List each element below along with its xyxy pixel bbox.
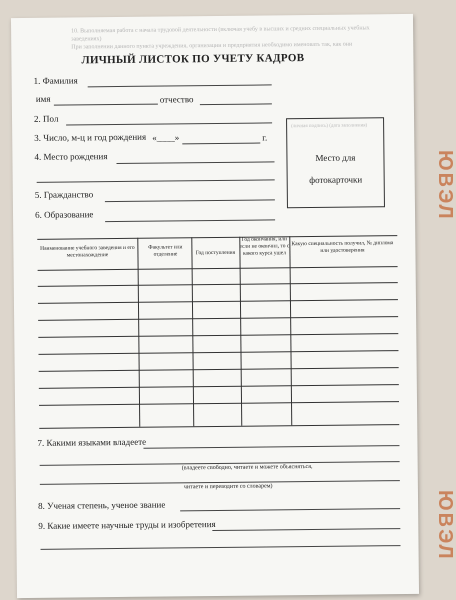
table-row[interactable] xyxy=(39,384,399,389)
table-header-faculty: Факультет или отделение xyxy=(148,244,183,258)
label-surname: 1. Фамилия xyxy=(33,75,78,86)
table-row[interactable] xyxy=(38,282,398,287)
label-birthplace: 4. Место рождения xyxy=(34,151,108,162)
birth-date-day[interactable]: «____» xyxy=(152,132,180,143)
table-row[interactable] xyxy=(38,333,398,338)
label-scientific-works: 9. Какие имеете научные труды и изобретения xyxy=(38,519,216,531)
field-scientific-works[interactable] xyxy=(212,528,400,531)
label-languages: 7. Какими языками владеете xyxy=(37,436,147,448)
brand-logo-lower: ЮВЭЛ xyxy=(434,490,456,561)
photo-label-line2: фотокарточки xyxy=(309,174,363,186)
table-header-graduation-year: Год окончания, или если не окончил, то с какого курса ушел xyxy=(239,236,290,257)
table-header-institution: Наименование учебного заведения и его местонахождение xyxy=(40,244,135,259)
label-academic-degree: 8. Ученая степень, ученое звание xyxy=(38,499,166,511)
table-row[interactable] xyxy=(39,367,399,372)
field-citizenship[interactable] xyxy=(105,199,275,202)
table-header-bottom xyxy=(38,266,398,271)
field-birthplace[interactable] xyxy=(116,161,274,164)
table-header-specialty: Какую специальность получил, № диплома или удостоверения xyxy=(291,240,394,254)
form-title: ЛИЧНЫЙ ЛИСТОК ПО УЧЕТУ КАДРОВ xyxy=(81,52,305,67)
field-sex[interactable] xyxy=(66,122,272,125)
label-citizenship: 5. Гражданство xyxy=(34,189,94,200)
field-scientific-works-line2[interactable] xyxy=(41,545,401,550)
table-row[interactable] xyxy=(38,316,398,321)
field-languages[interactable] xyxy=(143,445,399,449)
table-col-divider xyxy=(191,237,194,426)
label-education: 6. Образование xyxy=(34,209,94,220)
birth-year-suffix: г. xyxy=(262,132,268,143)
label-birth-date: 3. Число, м-ц и год рождения xyxy=(34,131,147,143)
table-row[interactable] xyxy=(39,401,399,406)
field-academic-degree[interactable] xyxy=(180,508,400,511)
table-col-divider xyxy=(289,236,292,425)
field-name[interactable] xyxy=(54,104,158,106)
hint-languages-2: читаете и переводите со словарем) xyxy=(183,483,273,491)
photo-box xyxy=(286,117,385,208)
photo-bleed-stamp: (личная подпись) (дата заполнения) xyxy=(291,123,368,130)
bleed-through-text: 10. Выполняемая работа с начала трудовой деятельности (включая учебу в высших и средних специальных учебных заведениях) При заполнении данного пункта учреждения, организации и предприятия необходимо именовать так, как они xyxy=(71,25,370,51)
field-birth-date[interactable] xyxy=(182,143,260,145)
table-header-entry-year: Год поступления xyxy=(195,249,236,257)
photo-label-line1: Место для xyxy=(315,152,356,163)
label-sex: 2. Пол xyxy=(33,113,59,124)
table-row[interactable] xyxy=(38,299,398,304)
table-col-divider xyxy=(239,237,242,426)
table-border-bottom xyxy=(39,424,399,429)
form-sheet xyxy=(11,14,419,598)
hint-languages-1: (владеете свободно, читаете и можете объясняться, xyxy=(181,463,313,472)
table-border-top xyxy=(37,235,397,240)
table-col-divider xyxy=(137,238,140,427)
label-patronymic: отчество xyxy=(159,94,194,105)
field-surname[interactable] xyxy=(88,84,272,87)
field-patronymic[interactable] xyxy=(200,103,272,105)
field-birthplace-line2[interactable] xyxy=(37,179,275,182)
field-education[interactable] xyxy=(105,219,275,222)
table-row[interactable] xyxy=(38,350,398,355)
brand-logo: ЮВЭЛ xyxy=(434,150,456,221)
label-name: имя xyxy=(35,93,51,104)
